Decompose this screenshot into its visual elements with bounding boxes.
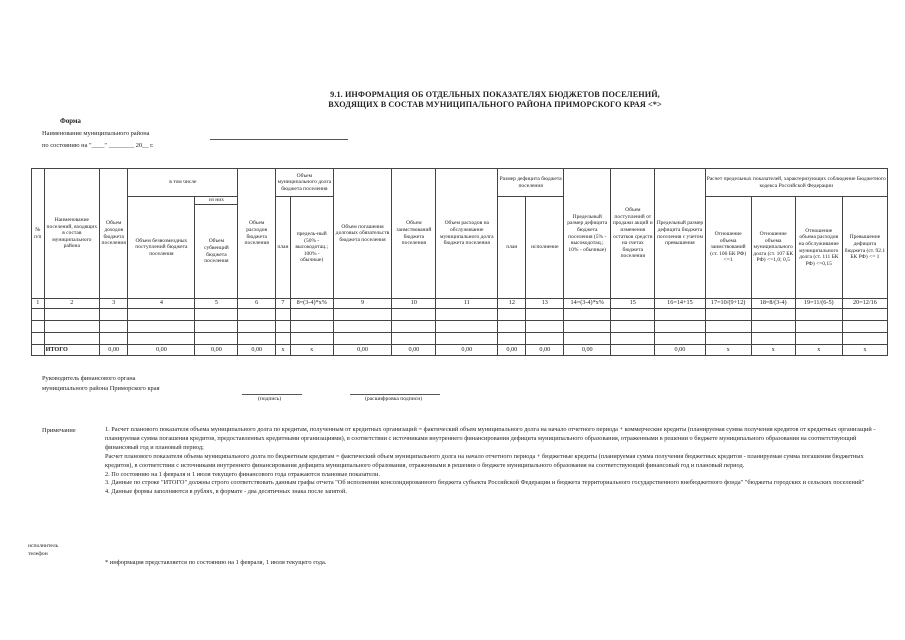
- note-item: 4. Данные формы заполняются в рублях, в формате - два десятичных знака после запятой.: [105, 488, 347, 496]
- note-item: Расчет планового показателя объема муниципального долга по бюджетным кредитам = фактический объем муниципального долга на начало отчетного периода + бюджетные кредиты (планируемая сумма получения бюджетных кредитов - планируемая сумма погашения бюджетных кредитов), в соответствии с источниками внутреннего финансирования дефицита муниципального образования, отраженными в решении о бюджете муниципального образования на соответствующий финансовый год и плановый период.: [105, 452, 864, 469]
- col-name-header: Наименование поселений, входящих в состав муниципального района: [44, 169, 100, 299]
- col-limit-deficit-header: Предельный размер дефицита бюджета поселения (5% - высокодотац.; 10% - обычные): [564, 169, 611, 299]
- total-value: 0,00: [333, 345, 392, 356]
- col-gratuitous-header: Объем безвозмездных поступлений бюджета поселения: [128, 197, 195, 299]
- col-number: 10: [392, 299, 436, 309]
- notes-label: Примечание: [42, 427, 76, 434]
- total-value: х: [751, 345, 795, 356]
- col-ratio-debt-header: Отношение объема муниципального долга (ст. 107 БК РФ) <=1,0; 0,5: [751, 197, 795, 299]
- district-label: Наименование муниципального района: [42, 130, 150, 137]
- total-value: х: [795, 345, 842, 356]
- col-number: 17=10/(9+12): [705, 299, 751, 309]
- head-title-line-1: Руководитель финансового органа: [42, 375, 136, 382]
- footnote: * информация представляется по состоянию на 1 февраля, 1 июля текущего года.: [105, 559, 327, 566]
- col-number: 7: [276, 299, 291, 309]
- col-calc-header: Расчет предельных показателей, характеризующих соблюдение Бюджетного кодекса Российской Федерации: [705, 169, 887, 197]
- col-number: 12: [498, 299, 526, 309]
- col-servicing-header: Объем расходов на обслуживание муниципального долга бюджета поселения: [436, 169, 498, 299]
- col-no-header: № п/п: [32, 169, 45, 299]
- total-value: 0,00: [655, 345, 705, 356]
- note-item: 1. Расчет планового показателя объема муниципального долга по кредитам, полученным от кредитных организаций = фактический объем муниципального долга на начало отчетного периода + коммерческие кредиты (планируемая сумма получения кредитов от кредитных организаций - планируемая сумма погашения кредитов, предоставленных кредитными организациями), в соответствии с источниками внутреннего финансирования дефицита муниципального образования, отраженными в решении о бюджете муниципального образования на соответствующий финансовый год и плановый период;: [105, 426, 876, 451]
- col-number: 13: [526, 299, 564, 309]
- signature-caption: (подпись): [258, 396, 282, 402]
- col-in-total-header: в том числе: [128, 169, 238, 197]
- col-borrowing-header: Объем заимствований бюджета поселения: [392, 169, 436, 299]
- col-number: 18=8/(3-4): [751, 299, 795, 309]
- executor-label: исполнитель: [28, 543, 59, 549]
- form-label: Форма: [60, 118, 81, 125]
- total-value: х: [842, 345, 887, 356]
- col-number: 9: [333, 299, 392, 309]
- col-plan-header: план: [276, 197, 291, 299]
- table-row[interactable]: [32, 321, 888, 333]
- table-row[interactable]: [32, 309, 888, 321]
- budget-indicators-table: [31, 168, 888, 356]
- col-deficit-plan-header: план: [498, 197, 526, 299]
- total-value: 0,00: [392, 345, 436, 356]
- col-expenses-header: Объем расходов бюджета поселения: [238, 169, 276, 299]
- col-number: 3: [100, 299, 128, 309]
- col-subsidies-header: Объем субвенций бюджета поселения: [195, 205, 238, 299]
- col-limit-deficit-incl-header: Предельный размер дефицита бюджета поселения с учетом превышения: [655, 169, 705, 299]
- col-number: 8=(3-4)*х%: [290, 299, 333, 309]
- total-value: х: [290, 345, 333, 356]
- col-number: 19=11/(6-5): [795, 299, 842, 309]
- col-number: 2: [44, 299, 100, 309]
- document-title-line-1: 9.1. ИНФОРМАЦИЯ ОБ ОТДЕЛЬНЫХ ПОКАЗАТЕЛЯХ БЮДЖЕТОВ ПОСЕЛЕНИЙ,: [330, 90, 660, 99]
- total-value: 0,00: [100, 345, 128, 356]
- total-value: 0,00: [128, 345, 195, 356]
- col-limit-debt-header: предель-ный (50% - высокодотац.; 100% - обычные): [290, 197, 333, 299]
- col-number: 15: [611, 299, 655, 309]
- col-number: 16=14+15: [655, 299, 705, 309]
- total-value: х: [705, 345, 751, 356]
- col-deficit-header: Размер дефицита бюджета поселения: [498, 169, 564, 197]
- col-ratio-service-header: Отношение объема расходов на обслуживание муниципального долга (ст. 111 БК РФ) <=0,15: [795, 197, 842, 299]
- col-ratio-borrow-header: Отношение объема заимствований (ст. 106 БК РФ) <=1: [705, 197, 751, 299]
- table-row[interactable]: [32, 333, 888, 345]
- district-input-line[interactable]: [210, 139, 348, 140]
- total-value: 0,00: [436, 345, 498, 356]
- total-value: х: [276, 345, 291, 356]
- notes-body: [105, 426, 890, 497]
- col-number: 6: [238, 299, 276, 309]
- col-repayment-header: Объем погашения долговых обязательств бюджета поселения: [333, 169, 392, 299]
- col-number: 1: [32, 299, 45, 309]
- note-item: 2. По состоянию на 1 февраля и 1 июля текущего финансового года отражаются плановые показатели.: [105, 470, 380, 478]
- total-value: 0,00: [195, 345, 238, 356]
- date-label: по состоянию на "____" ________ 20__ г.: [42, 142, 154, 149]
- col-debt-volume-header: Объем муниципального долга бюджета поселения: [276, 169, 334, 197]
- col-number: 11: [436, 299, 498, 309]
- col-number: 20=12/16: [842, 299, 887, 309]
- col-receipts-header: Объем поступлений от продажи акций и изменения остатков средств на счетах бюджета поселения: [611, 169, 655, 299]
- decode-caption: (расшифровка подписи): [365, 396, 423, 402]
- total-value: [611, 345, 655, 356]
- document-title-line-2: ВХОДЯЩИХ В СОСТАВ МУНИЦИПАЛЬНОГО РАЙОНА ПРИМОРСКОГО КРАЯ <*>: [328, 100, 662, 109]
- decode-line[interactable]: [350, 394, 440, 395]
- col-number: 5: [195, 299, 238, 309]
- col-of-them-header: из них: [195, 197, 238, 205]
- total-value: 0,00: [526, 345, 564, 356]
- total-value: 0,00: [564, 345, 611, 356]
- col-excess-deficit-header: Превышение дефицита бюджета (ст. 92.1 БК РФ) <= 1: [842, 197, 887, 299]
- phone-label: телефон: [28, 551, 48, 557]
- column-numbers-row: [32, 299, 888, 309]
- total-value: 0,00: [238, 345, 276, 356]
- col-number: 4: [128, 299, 195, 309]
- total-label: ИТОГО: [44, 345, 100, 356]
- total-value: 0,00: [498, 345, 526, 356]
- head-title-line-2: муниципального района Приморского края: [42, 385, 160, 392]
- col-number: 14=(3-4)*х%: [564, 299, 611, 309]
- col-execution-header: исполнение: [526, 197, 564, 299]
- total-row: [32, 345, 888, 356]
- note-item: 3. Данные по строке "ИТОГО" должны строго соответствовать данным графы отчета "Об исполнении консолидированного бюджета субъекта Российской Федерации и бюджета территориального государственного внебюджетного фонда" "бюджеты городских и сельских поселений": [105, 479, 865, 487]
- col-income-header: Объем доходов бюджета поселения: [100, 169, 128, 299]
- signature-line[interactable]: [242, 394, 302, 395]
